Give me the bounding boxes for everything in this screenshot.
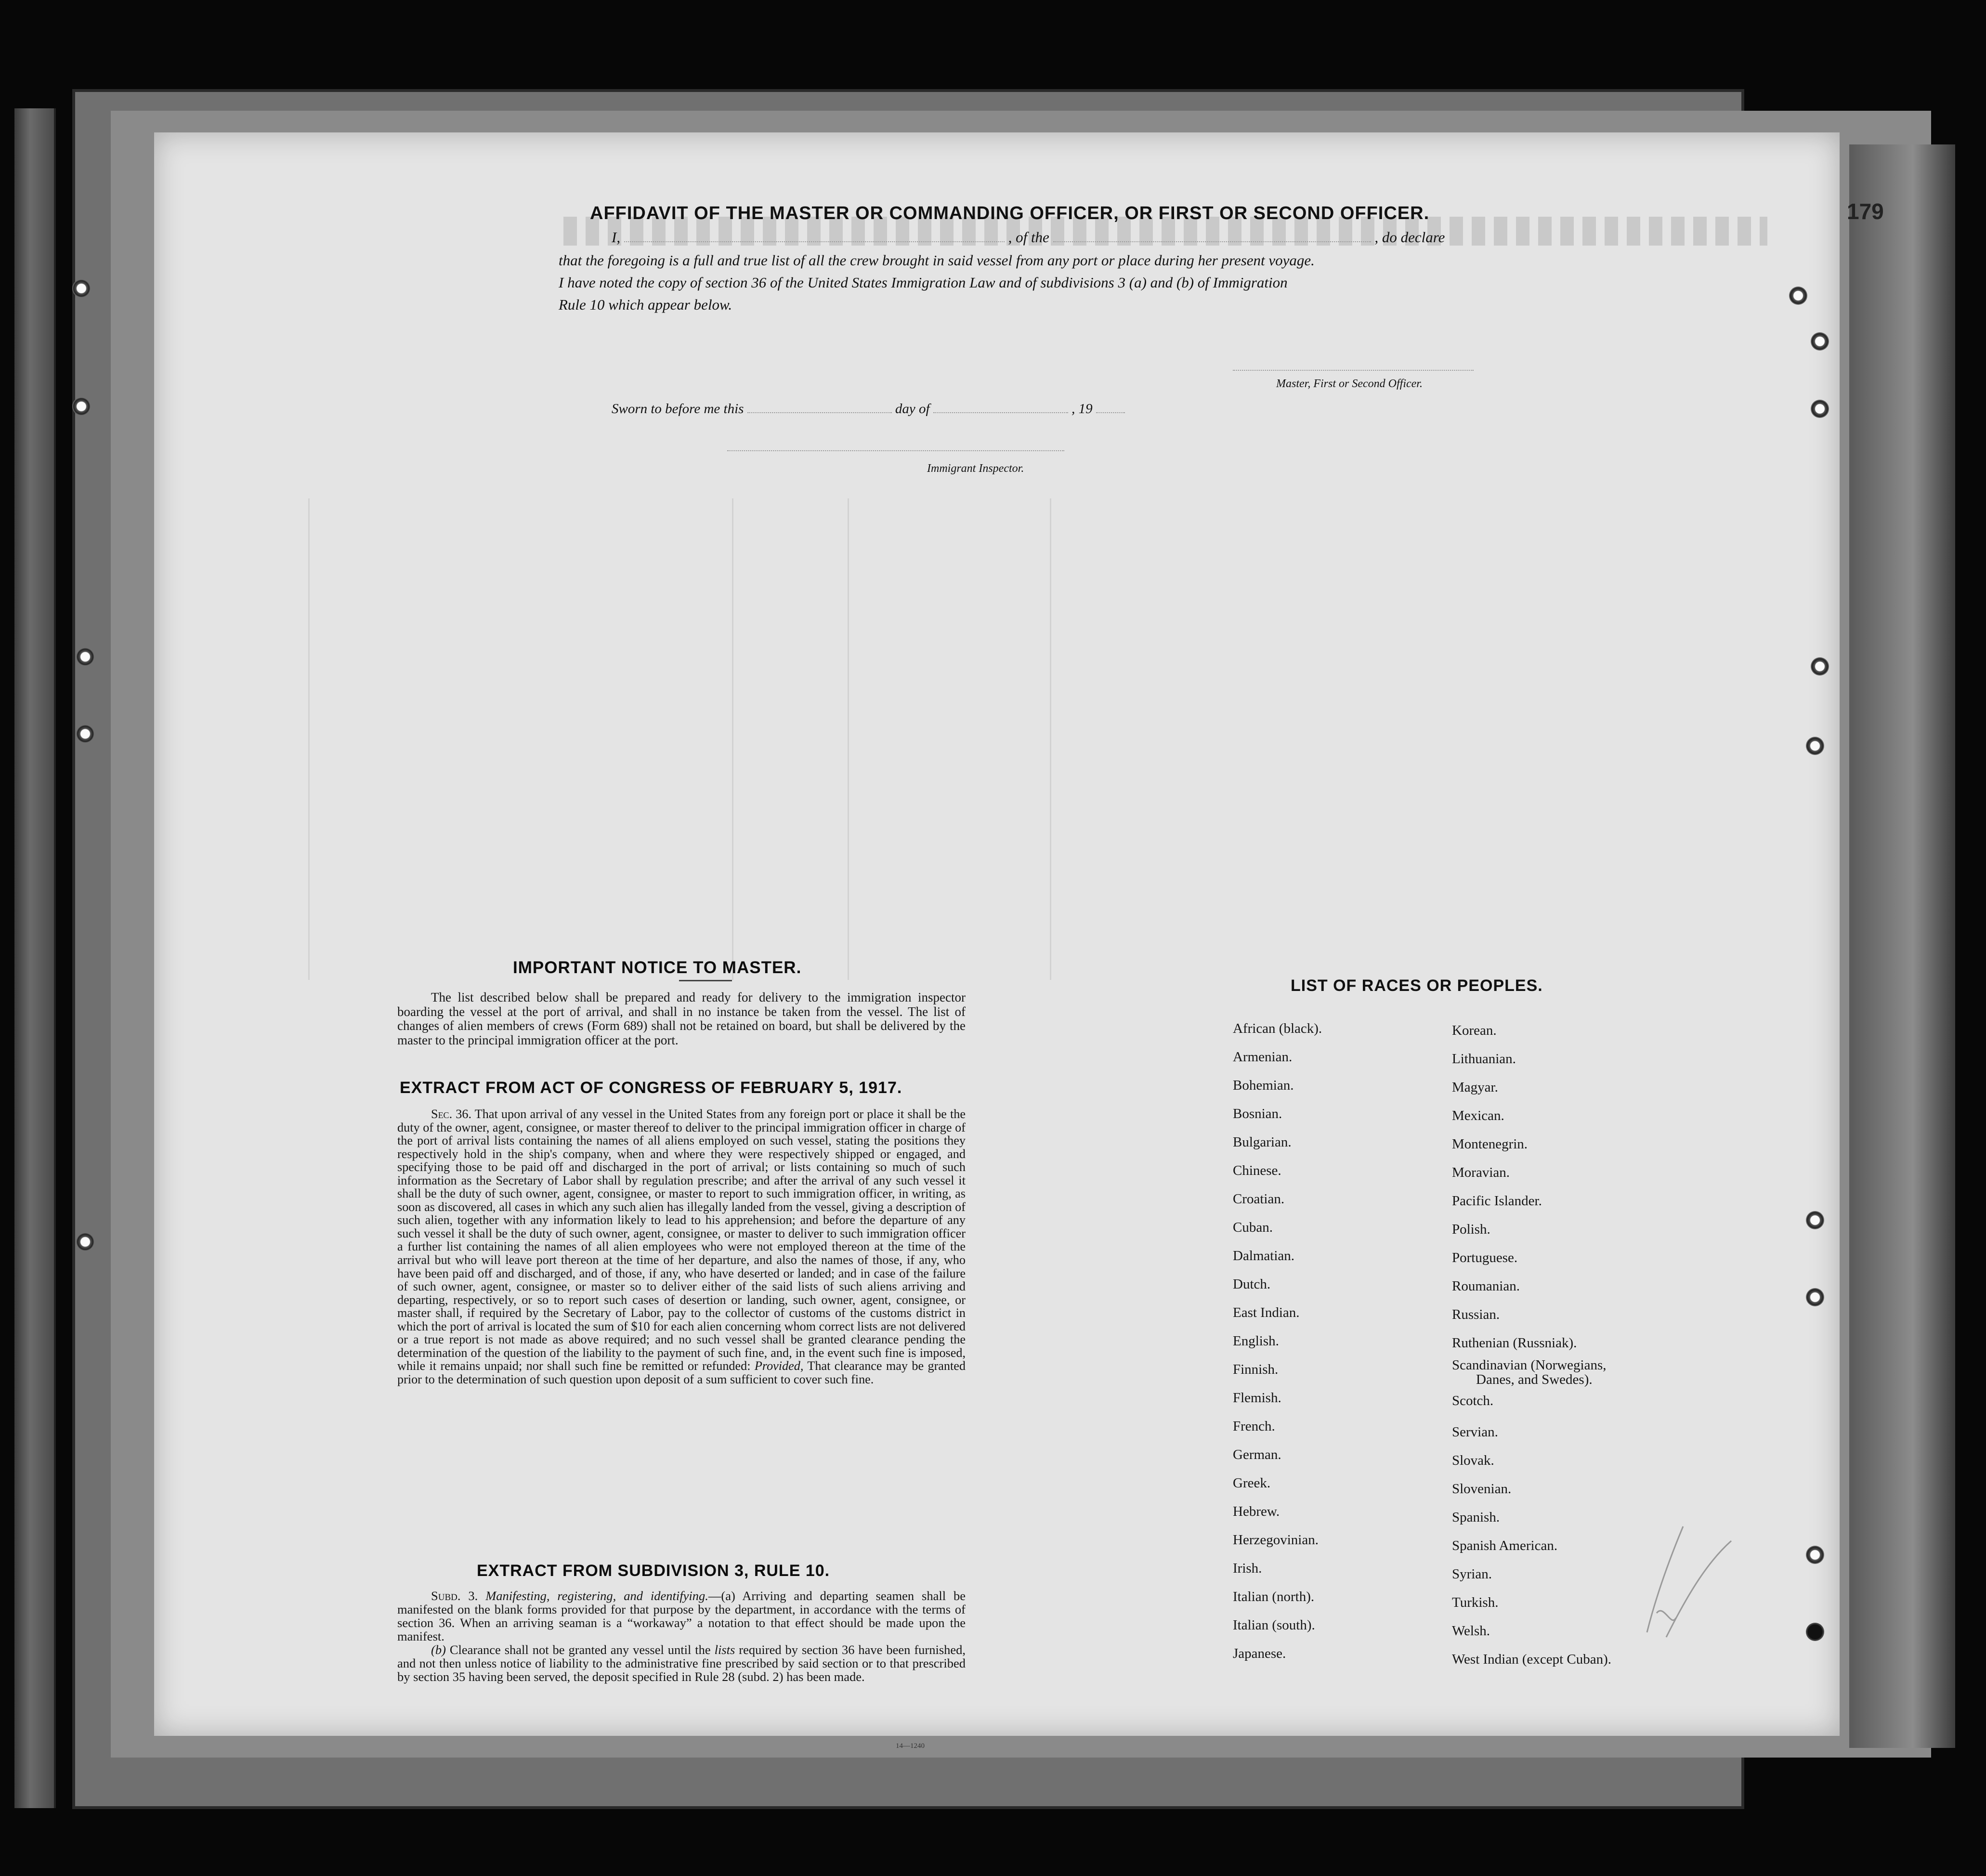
race-item [1452, 1358, 1607, 1387]
bleed-through-rule [848, 498, 849, 980]
sworn-day-field[interactable] [747, 412, 892, 413]
binder-hole-icon [1806, 1623, 1824, 1641]
race-item: Japanese. [1233, 1646, 1286, 1661]
affidavit-declaration-line [559, 229, 1445, 246]
binding-strip [14, 108, 56, 1808]
subd-para-b-label: (b) [431, 1642, 446, 1657]
binder-hole-icon [1806, 1288, 1824, 1306]
declarant-pronoun: I, [612, 229, 621, 246]
notice-title: IMPORTANT NOTICE TO MASTER. [513, 958, 802, 977]
race-item: Irish. [1233, 1561, 1262, 1576]
section-36-body: That upon arrival of any vessel in the United States from any foreign port or place it shall be the duty of the owner, agent, consignee, or master thereof to deliver to the principal immigration officer in charge of the port of arrival lists containing the names of all aliens employed on such vessel, stating the positions they respectively hold in the ship's company, when and where they were respectively shipped or engaged, and specifying those to be paid off and discharged in the port of arrival; or lists containing so much of such information as the Secretary of Labor shall by regulation prescribe; and after the arrival of any such vessel it shall be the duty of such owner, agent, consignee, or master to report to such immigration officer, in writing, as soon as discovered, all cases in which any such alien has illegally landed from the vessel, giving a description of such alien, together with any information likely to lead to his apprehension; and before the departure of any such vessel it shall be the duty of such owner, agent, consignee, or master to deliver to such immigration officer a further list containing the names of all alien employees who were not employed thereon at the time of the arrival but who will leave port thereon at the time of her departure, and also the names of those, if any, who have been paid off and discharged, and of those, if any, who have deserted or landed; and in case of the failure of such owner, agent, consignee, or master so to deliver either of the said lists of such aliens arriving and departing, respectively, or so to report such cases of desertion or landing, such owner, agent, consignee, or master shall, if required by the Secretary of Labor, pay to the collector of customs of the customs district in which the port of arrival is located the sum of $10 for each alien concerning whom correct lists are not delivered or a true report is not made as above required; and no such vessel shall be granted clearance pending the determination of the question of the liability to the payment of such fine, and, in the event such fine is imposed, while it remains unpaid; nor shall such fine be remitted or refunded: [397, 1107, 966, 1373]
do-declare-label: , do declare [1374, 229, 1445, 246]
binder-hole-icon [1811, 657, 1829, 676]
binder-hole-icon [1806, 1211, 1824, 1229]
race-item: East Indian. [1233, 1305, 1300, 1320]
subd-para-b-lists: lists [714, 1642, 735, 1657]
page-edge-shadow [1849, 144, 1955, 1748]
affidavit-line-2: that the foregoing is a full and true list of all the crew brought in said vessel from any port or place during her present voyage. [559, 252, 1315, 269]
provided-label: Provided, [754, 1359, 804, 1373]
binder-hole-icon [1789, 287, 1807, 305]
bleed-through-rule [732, 498, 733, 980]
race-item: Dutch. [1233, 1277, 1271, 1292]
race-item: Spanish American. [1452, 1538, 1558, 1553]
sworn-prefix: Sworn to before me this [612, 401, 744, 417]
subd-heading: Manifesting, registering, and identifying. [485, 1589, 708, 1603]
race-item: African (black). [1233, 1021, 1322, 1036]
binder-hole-icon [76, 648, 94, 666]
vessel-name-field[interactable] [1053, 241, 1371, 242]
bleed-through-rule [1050, 498, 1051, 980]
sworn-year-field[interactable] [1096, 412, 1125, 413]
binder-hole-icon [1806, 1546, 1824, 1564]
race-item: Italian (south). [1233, 1617, 1315, 1633]
manifest-page [154, 132, 1840, 1736]
affidavit-title: AFFIDAVIT OF THE MASTER OR COMMANDING OFFICER, OR FIRST OR SECOND OFFICER. [590, 203, 1430, 223]
race-item: Herzegovinian. [1233, 1532, 1319, 1548]
affidavit-line-3: I have noted the copy of section 36 of the United States Immigration Law and of subdivisions 3 (a) and (b) of Immigration [559, 274, 1288, 291]
day-of-label: day of [895, 401, 930, 417]
race-item: Korean. [1452, 1023, 1497, 1038]
binder-hole-icon [76, 725, 94, 743]
subd-para-b-1: Clearance shall not be granted any vessel until the [449, 1642, 711, 1657]
binder-hole-icon [76, 1233, 94, 1251]
race-item: Russian. [1452, 1307, 1500, 1322]
race-item: French. [1233, 1419, 1275, 1434]
binder-hole-icon [1811, 332, 1829, 351]
race-item: Portuguese. [1452, 1250, 1518, 1265]
master-signature-label: Master, First or Second Officer. [1276, 378, 1423, 390]
race-item: English. [1233, 1333, 1279, 1349]
race-item: Servian. [1452, 1424, 1498, 1440]
subd-label: Subd. 3. [431, 1589, 478, 1603]
declarant-name-field[interactable] [624, 241, 1005, 242]
race-item: West Indian (except Cuban). [1452, 1652, 1612, 1667]
subd-para-b-2: required by section 36 have been furnished, and not then unless notice of liability to the administrative fine prescribed by said section or to that prescribed by section 35 having been served, the deposit specified in Rule 28 (subd. 2) has been made. [397, 1642, 966, 1684]
race-item: Croatian. [1233, 1191, 1285, 1207]
affidavit-line-4: Rule 10 which appear below. [559, 296, 732, 313]
race-item: Ruthenian (Russniak). [1452, 1335, 1577, 1351]
race-item: Pacific Islander. [1452, 1193, 1542, 1209]
race-item: Turkish. [1452, 1595, 1499, 1610]
race-scandinavian-cont: Danes, and Swedes). [1476, 1372, 1593, 1387]
extract-act-title: EXTRACT FROM ACT OF CONGRESS OF FEBRUARY 5, 1917. [400, 1079, 902, 1097]
year-label: , 19 [1071, 401, 1093, 417]
race-item: Slovak. [1452, 1453, 1494, 1468]
inspector-signature-field[interactable] [727, 450, 1064, 451]
race-item: Roumanian. [1452, 1278, 1520, 1294]
race-item: Polish. [1452, 1222, 1490, 1237]
race-item: Dalmatian. [1233, 1248, 1295, 1264]
of-the-label: , of the [1008, 229, 1049, 246]
binder-hole-icon [1811, 400, 1829, 418]
inspector-label: Immigrant Inspector. [927, 462, 1024, 475]
binder-hole-icon [1806, 737, 1824, 755]
sworn-line [612, 401, 1125, 417]
race-item: Syrian. [1452, 1566, 1492, 1582]
race-item: Greek. [1233, 1475, 1271, 1491]
page-number: 179 [1847, 199, 1884, 224]
race-item: Mexican. [1452, 1108, 1504, 1123]
race-item: Slovenian. [1452, 1481, 1512, 1497]
sec-label: Sec. 36. [431, 1107, 472, 1121]
race-item: Bohemian. [1233, 1078, 1294, 1093]
race-item: German. [1233, 1447, 1281, 1462]
race-item: Flemish. [1233, 1390, 1281, 1406]
print-code: 14—1240 [896, 1742, 925, 1750]
notice-text: The list described below shall be prepared and ready for delivery to the immigration inspector boarding the vessel at the port of arrival, and shall in no instance be taken from the vessel. The list of changes of alien members of crews (Form 689) shall not be retained on board, but shall be delivered by the master to the principal immigration officer at the port. [397, 990, 966, 1047]
binder-hole-icon [72, 397, 91, 416]
race-item: Italian (north). [1233, 1589, 1315, 1604]
race-scandinavian: Scandinavian (Norwegians, [1452, 1357, 1607, 1373]
binder-hole-icon [72, 279, 91, 298]
race-item: Finnish. [1233, 1362, 1279, 1377]
notice-title-underline [679, 980, 732, 981]
race-item: Scotch. [1452, 1393, 1494, 1408]
race-item: Montenegrin. [1452, 1136, 1528, 1152]
race-item: Moravian. [1452, 1165, 1510, 1180]
race-item: Armenian. [1233, 1049, 1293, 1065]
race-item: Bulgarian. [1233, 1134, 1292, 1150]
race-item: Welsh. [1452, 1623, 1490, 1639]
race-item: Lithuanian. [1452, 1051, 1516, 1067]
handwritten-mark-icon [1637, 1517, 1738, 1642]
sworn-month-field[interactable] [933, 412, 1068, 413]
extract-rule-title: EXTRACT FROM SUBDIVISION 3, RULE 10. [477, 1562, 830, 1580]
race-item: Bosnian. [1233, 1106, 1282, 1121]
subd-para-a: —(a) Arriving and departing seamen shall be manifested on the blank forms provided for that purpose by the department, in accordance with the terms of section 36. When an arriving seaman is a “workaway” a notation to that effect should be made upon the manifest. [397, 1589, 966, 1643]
section-36-end: That clearance may be granted prior to the determination of such question upon deposit of a sum sufficient to cover such fine. [397, 1359, 966, 1386]
race-item: Magyar. [1452, 1080, 1498, 1095]
race-item: Chinese. [1233, 1163, 1281, 1178]
bleed-through-rule [308, 498, 310, 980]
rule-10-text [397, 1589, 966, 1683]
section-36-text [397, 1107, 966, 1386]
race-item: Spanish. [1452, 1510, 1500, 1525]
race-item: Cuban. [1233, 1220, 1273, 1235]
races-title: LIST OF RACES OR PEOPLES. [1291, 977, 1543, 995]
master-signature-field[interactable] [1233, 370, 1474, 371]
race-item: Hebrew. [1233, 1504, 1280, 1519]
